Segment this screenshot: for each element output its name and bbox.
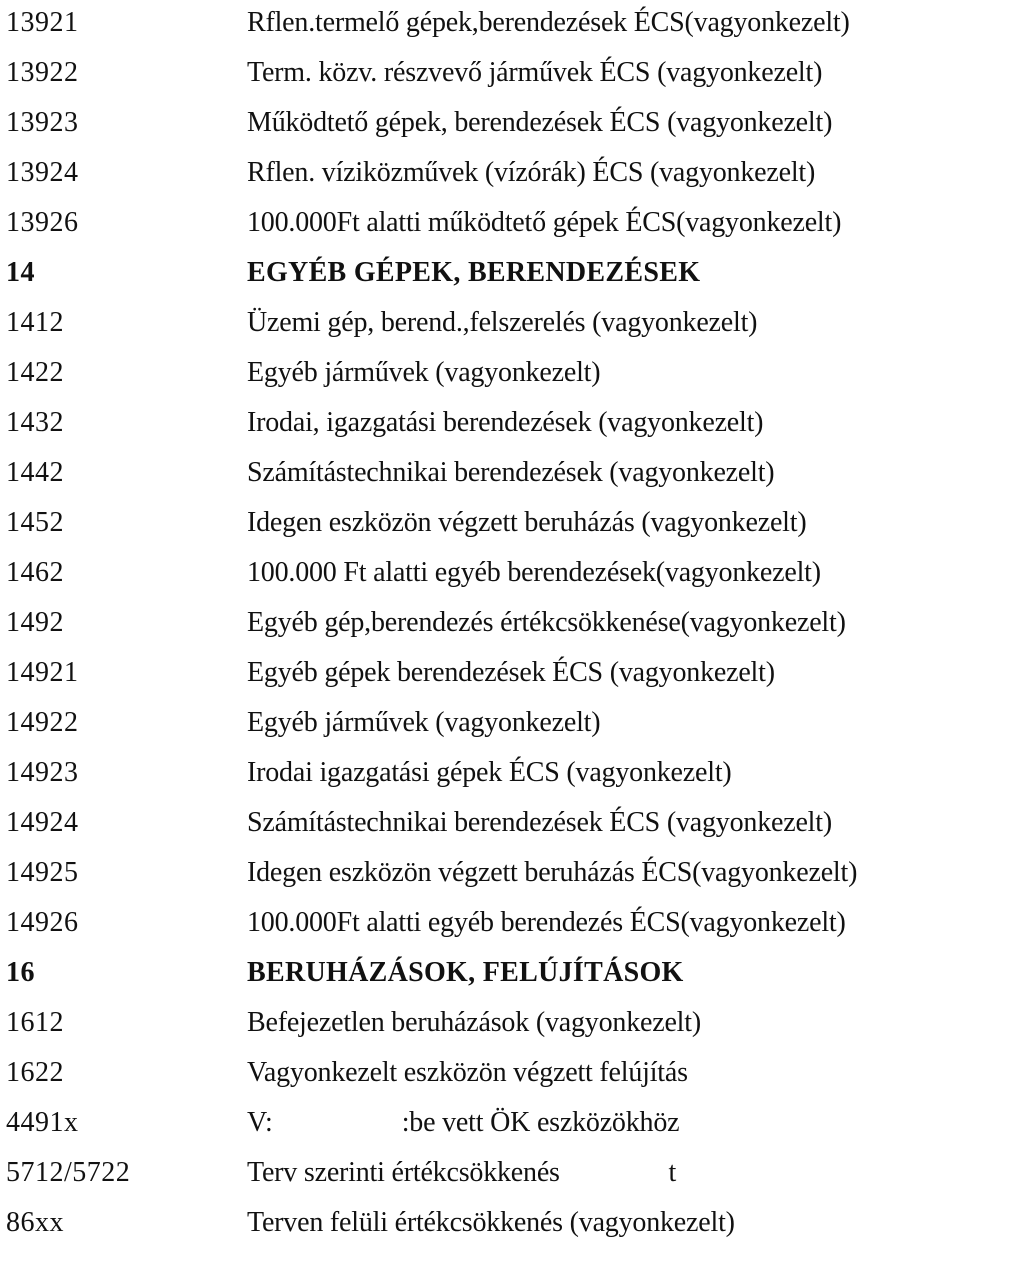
account-code: 1462 — [6, 557, 64, 588]
account-code: 1412 — [6, 307, 64, 338]
account-code: 14925 — [6, 857, 79, 888]
account-row — [0, 1100, 1024, 1146]
account-code: 13923 — [6, 107, 79, 138]
account-row — [0, 650, 1024, 696]
account-description: Term. közv. részvevő járművek ÉCS (vagyonkezelt) — [247, 57, 823, 88]
account-row — [0, 450, 1024, 496]
account-description: 100.000 Ft alatti egyéb berendezések(vagyonkezelt) — [247, 557, 821, 588]
account-row — [0, 750, 1024, 796]
account-description: Rflen. víziközművek (vízórák) ÉCS (vagyonkezelt) — [247, 157, 816, 188]
account-row — [0, 300, 1024, 346]
account-row — [0, 800, 1024, 846]
account-description: V: :be vett ÖK eszközökhöz — [247, 1107, 680, 1138]
account-code: 1492 — [6, 607, 64, 638]
account-row — [0, 550, 1024, 596]
account-description: Irodai, igazgatási berendezések (vagyonkezelt) — [247, 407, 764, 438]
account-row — [0, 700, 1024, 746]
account-row — [0, 500, 1024, 546]
account-description: Egyéb járművek (vagyonkezelt) — [247, 357, 601, 388]
account-code: 1442 — [6, 457, 64, 488]
account-row — [0, 1000, 1024, 1046]
account-row — [0, 850, 1024, 896]
account-code: 1622 — [6, 1057, 64, 1088]
account-code: 14923 — [6, 757, 79, 788]
account-code: 14921 — [6, 657, 79, 688]
account-code: 14924 — [6, 807, 79, 838]
account-row — [0, 400, 1024, 446]
account-row — [0, 1150, 1024, 1196]
account-row — [0, 350, 1024, 396]
account-code: 1422 — [6, 357, 64, 388]
account-description: Működtető gépek, berendezések ÉCS (vagyonkezelt) — [247, 107, 833, 138]
account-description: 100.000Ft alatti működtető gépek ÉCS(vagyonkezelt) — [247, 207, 842, 238]
account-row — [0, 1200, 1024, 1246]
account-description: Vagyonkezelt eszközön végzett felújítás — [247, 1057, 688, 1088]
account-code: 14926 — [6, 907, 79, 938]
account-code: 1612 — [6, 1007, 64, 1038]
account-description: Idegen eszközön végzett beruházás (vagyonkezelt) — [247, 507, 807, 538]
section-code: 16 — [6, 957, 35, 988]
account-description: Számítástechnikai berendezések (vagyonkezelt) — [247, 457, 775, 488]
account-row — [0, 100, 1024, 146]
account-description: Egyéb gép,berendezés értékcsökkenése(vagyonkezelt) — [247, 607, 846, 638]
section-heading-row — [0, 250, 1024, 296]
account-row — [0, 1050, 1024, 1096]
account-description: Üzemi gép, berend.,felszerelés (vagyonkezelt) — [247, 307, 758, 338]
account-description: Rflen.termelő gépek,berendezések ÉCS(vagyonkezelt) — [247, 7, 850, 38]
account-code: 1452 — [6, 507, 64, 538]
account-description: Egyéb járművek (vagyonkezelt) — [247, 707, 601, 738]
account-description: Terven felüli értékcsökkenés (vagyonkezelt) — [247, 1207, 735, 1238]
account-description: Befejezetlen beruházások (vagyonkezelt) — [247, 1007, 701, 1038]
account-code: 13921 — [6, 7, 79, 38]
account-row — [0, 200, 1024, 246]
section-title: EGYÉB GÉPEK, BERENDEZÉSEK — [247, 257, 701, 288]
account-row — [0, 50, 1024, 96]
account-code: 13924 — [6, 157, 79, 188]
account-row — [0, 600, 1024, 646]
account-description: Irodai igazgatási gépek ÉCS (vagyonkezelt) — [247, 757, 732, 788]
section-heading-row — [0, 950, 1024, 996]
account-code: 13922 — [6, 57, 79, 88]
section-code: 14 — [6, 257, 35, 288]
account-row — [0, 0, 1024, 46]
account-code: 5712/5722 — [6, 1157, 131, 1188]
account-row — [0, 900, 1024, 946]
account-code: 4491x — [6, 1107, 79, 1138]
account-description: 100.000Ft alatti egyéb berendezés ÉCS(vagyonkezelt) — [247, 907, 846, 938]
account-description: Egyéb gépek berendezések ÉCS (vagyonkezelt) — [247, 657, 775, 688]
section-title: BERUHÁZÁSOK, FELÚJÍTÁSOK — [247, 957, 684, 988]
account-description: Idegen eszközön végzett beruházás ÉCS(vagyonkezelt) — [247, 857, 858, 888]
account-description: Számítástechnikai berendezések ÉCS (vagyonkezelt) — [247, 807, 832, 838]
account-code: 1432 — [6, 407, 64, 438]
account-code: 13926 — [6, 207, 79, 238]
account-description: Terv szerinti értékcsökkenés t — [247, 1157, 677, 1188]
account-code: 14922 — [6, 707, 79, 738]
account-row — [0, 150, 1024, 196]
account-code: 86xx — [6, 1207, 64, 1238]
